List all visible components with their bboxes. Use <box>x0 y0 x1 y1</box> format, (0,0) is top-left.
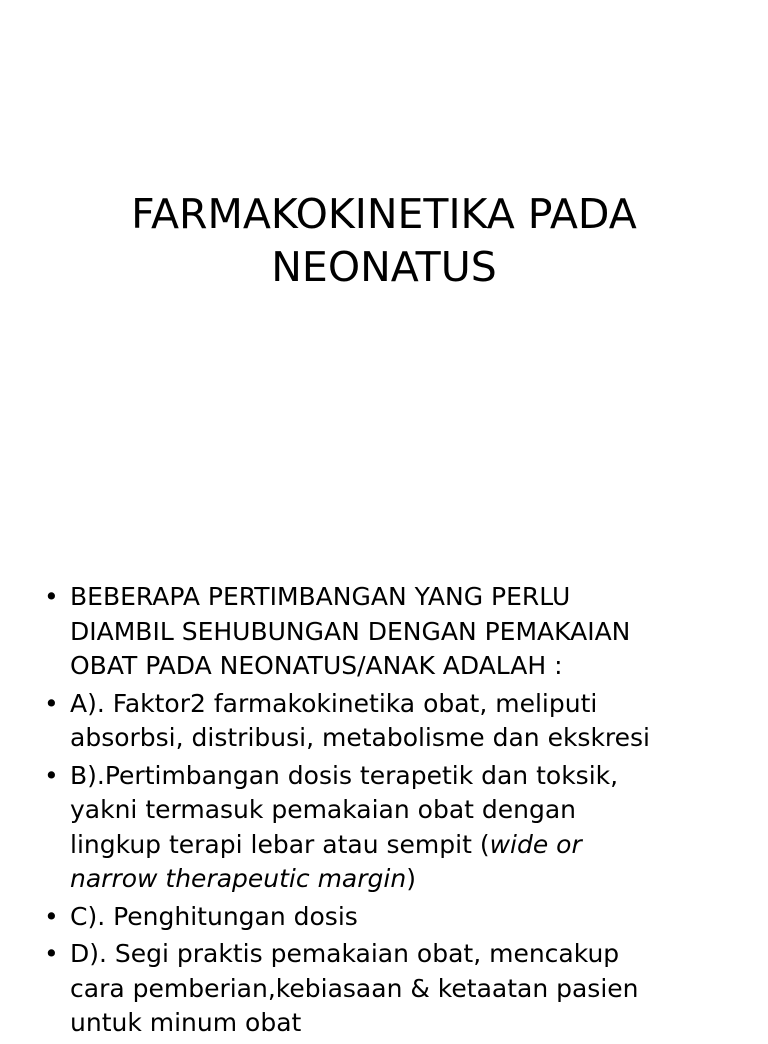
bullet-text-segment: ) <box>406 864 416 893</box>
bullet-text-line: DIAMBIL SEHUBUNGAN DENGAN PEMAKAIAN <box>70 616 631 646</box>
slide-title-line: NEONATUS <box>271 243 497 291</box>
bullet-text-line: • BEBERAPA PERTIMBANGAN YANG PERLU <box>70 582 571 611</box>
bullet-item-dosage <box>44 759 756 897</box>
bullet-item-pharmacokinetics <box>44 687 756 756</box>
bullet-item-dose-calculation <box>44 900 756 935</box>
bullet-text-line: OBAT PADA NEONATUS/ANAK ADALAH : <box>70 651 563 680</box>
bullet-text-line: • B).Pertimbangan dosis terapetik dan toksik, <box>70 760 619 790</box>
bullet-italic-text: wide or <box>489 829 582 859</box>
bullet-text-segment: lingkup terapi lebar atau sempit ( <box>70 829 490 859</box>
bullet-text-line: • A). Faktor2 farmakokinetika obat, meliputi <box>70 688 598 718</box>
slide-title <box>0 188 768 294</box>
bullet-text-line <box>70 828 756 863</box>
bullet-text-line: untuk minum obat <box>70 1008 302 1037</box>
bullet-list <box>44 580 756 1044</box>
bullet-item-practical-use <box>44 937 756 1041</box>
bullet-text-line: absorbsi, distribusi, metabolisme dan ekskresi <box>70 723 651 752</box>
bullet-text-line <box>70 862 756 897</box>
bullet-text-line: yakni termasuk pemakaian obat dengan <box>70 795 577 824</box>
bullet-text-line: • D). Segi praktis pemakaian obat, mencakup <box>70 939 620 968</box>
bullet-italic-text: narrow therapeutic margin <box>70 864 407 893</box>
bullet-item-considerations <box>44 580 756 684</box>
slide-title-line: FARMAKOKINETIKA PADA <box>131 190 637 238</box>
bullet-text-line: cara pemberian,kebiasaan & ketaatan pasien <box>70 973 639 1003</box>
bullet-text-line: • C). Penghitungan dosis <box>70 901 358 931</box>
